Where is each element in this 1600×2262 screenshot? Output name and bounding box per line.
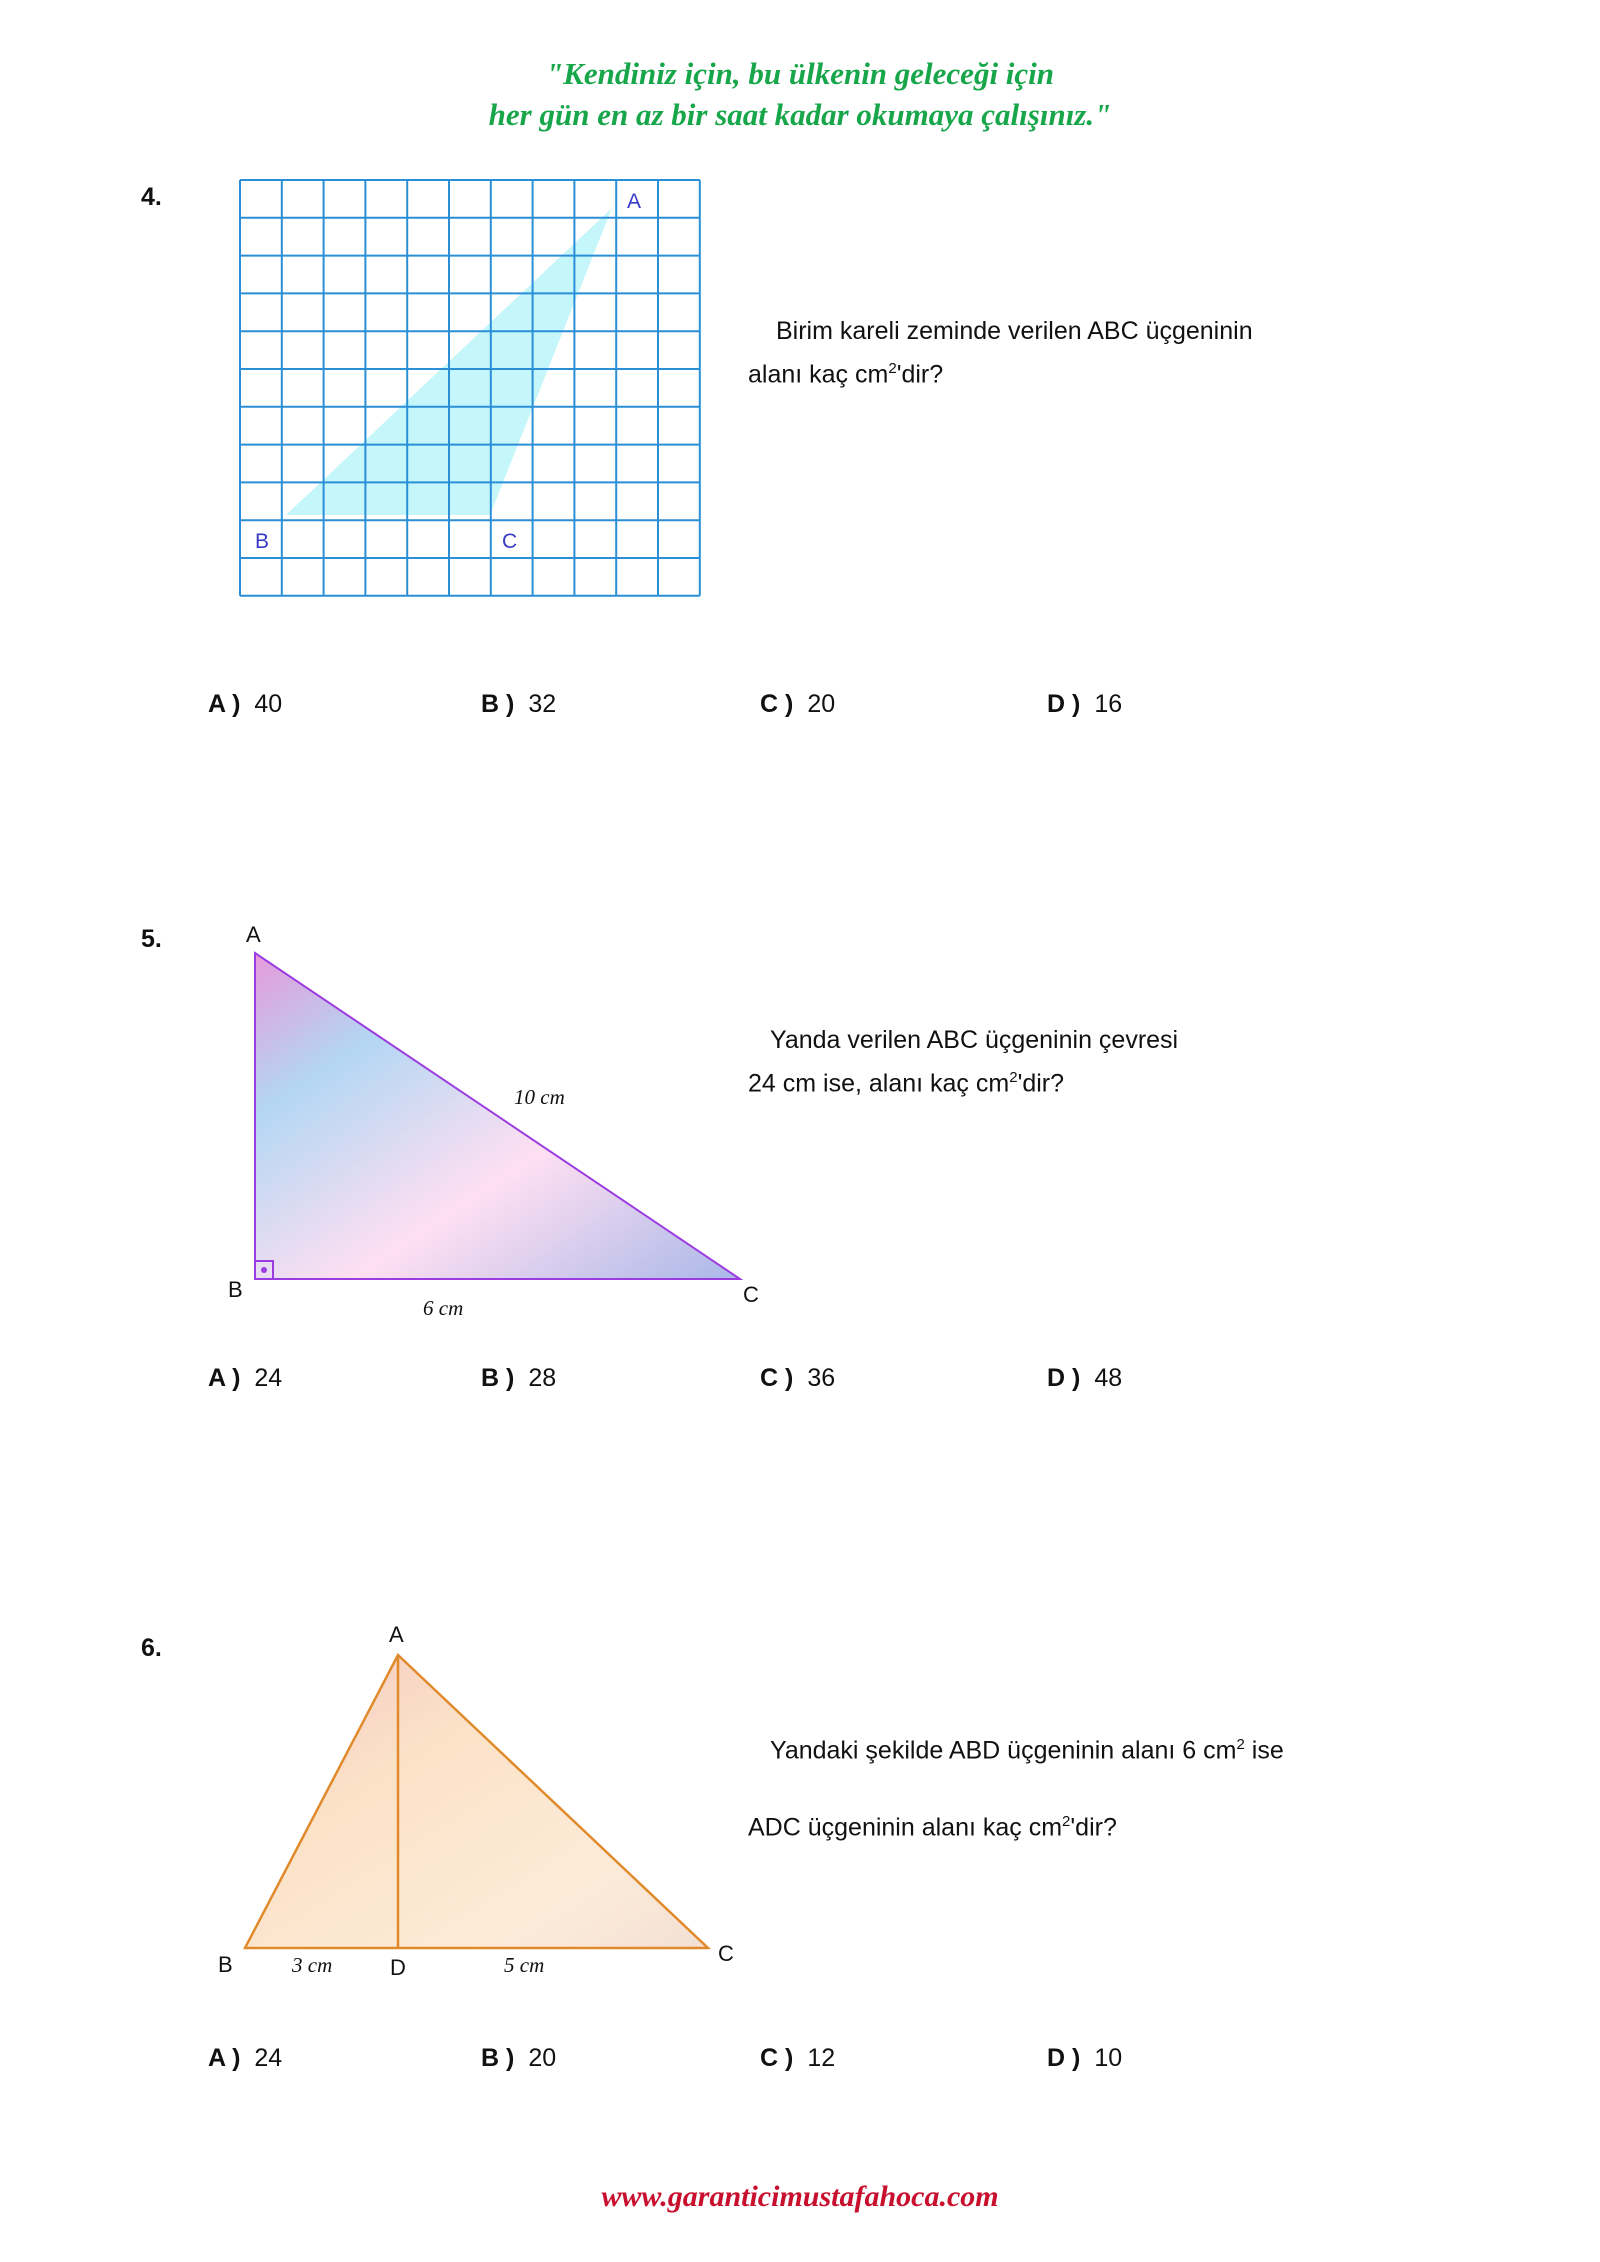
question-4-text — [748, 312, 1253, 393]
option-value: 36 — [807, 1364, 836, 1392]
question-6-line-2-pre: ADC üçgeninin alanı kaç cm — [748, 1813, 1063, 1842]
option-value: 40 — [254, 690, 283, 718]
question-5-line-2-pre: 24 cm ise, alanı kaç cm — [748, 1069, 1010, 1098]
question-4-option-a[interactable] — [208, 690, 282, 719]
question-5-line-2-post: 'dir? — [1017, 1069, 1065, 1098]
question-4-line-1: Birim kareli zeminde verilen ABC üçgeninin — [776, 317, 1253, 345]
question-6-option-d[interactable] — [1047, 2044, 1122, 2073]
superscript-2: 2 — [1236, 1736, 1245, 1753]
vertex-b-label: B — [255, 530, 270, 553]
option-value: 10 — [1094, 2044, 1123, 2072]
question-4-line-2-pre: alanı kaç cm — [748, 360, 889, 389]
motto-line-2: her gün en az bir saat kadar okumaya çalışınız." — [488, 97, 1112, 132]
question-6-number: 6. — [141, 1634, 162, 1662]
vertex-c-label: C — [502, 530, 518, 553]
question-6-line-2 — [748, 1803, 1284, 1846]
footer-website-link[interactable]: www.garanticimustafahoca.com — [601, 2180, 999, 2213]
option-label: C ) — [760, 690, 794, 718]
question-5-option-a[interactable] — [208, 1364, 282, 1393]
vertex-b-label: B — [218, 1952, 233, 1977]
option-value: 48 — [1094, 1364, 1123, 1392]
option-label: B ) — [481, 690, 515, 718]
question-4-number: 4. — [141, 183, 162, 211]
base-length: 6 cm — [423, 1296, 464, 1320]
question-6-line-1-pre: Yandaki şekilde ABD üçgeninin alanı 6 cm — [770, 1736, 1237, 1765]
right-angle-dot — [261, 1267, 267, 1273]
option-label: C ) — [760, 1364, 794, 1392]
question-6-text — [748, 1726, 1284, 1847]
question-6-triangle-figure — [200, 1615, 760, 1995]
option-value: 28 — [528, 1364, 557, 1392]
segment-bd-length: 3 cm — [292, 1953, 333, 1977]
question-6-line-1 — [748, 1726, 1284, 1769]
superscript-2: 2 — [1009, 1069, 1018, 1086]
superscript-2: 2 — [1062, 1813, 1071, 1831]
question-5-line-2 — [748, 1059, 1178, 1102]
option-value: 20 — [528, 2044, 557, 2072]
option-value: 24 — [254, 2044, 283, 2072]
question-5-number: 5. — [141, 925, 162, 953]
vertex-c-label: C — [743, 1282, 759, 1307]
segment-dc-length: 5 cm — [504, 1953, 545, 1977]
question-5-triangle-figure — [220, 915, 780, 1335]
option-value: 12 — [807, 2044, 836, 2072]
superscript-2: 2 — [888, 360, 897, 377]
question-6-line-1-post: ise — [1244, 1736, 1284, 1765]
option-label: D ) — [1047, 1364, 1081, 1392]
option-label: A ) — [208, 1364, 241, 1392]
option-label: A ) — [208, 2044, 241, 2072]
option-label: D ) — [1047, 2044, 1081, 2072]
option-value: 32 — [528, 690, 557, 718]
question-4-option-d[interactable] — [1047, 690, 1122, 719]
vertex-a-label: A — [389, 1622, 404, 1647]
question-4-line-2 — [748, 350, 1253, 393]
option-value: 24 — [254, 1364, 283, 1392]
question-5-text — [748, 1021, 1178, 1102]
question-4-option-c[interactable] — [760, 690, 835, 719]
option-label: B ) — [481, 1364, 515, 1392]
vertex-c-label: C — [718, 1941, 734, 1966]
option-label: B ) — [481, 2044, 515, 2072]
question-5-option-b[interactable] — [481, 1364, 556, 1393]
question-4-line-2-post: 'dir? — [896, 360, 944, 389]
question-5-line-1: Yanda verilen ABC üçgeninin çevresi — [770, 1026, 1179, 1054]
vertex-a-label: A — [627, 190, 642, 213]
option-value: 16 — [1094, 690, 1123, 718]
question-6-line-2-post: 'dir? — [1070, 1813, 1117, 1842]
question-5-option-d[interactable] — [1047, 1364, 1122, 1393]
question-4-grid-figure — [230, 170, 710, 610]
option-label: A ) — [208, 690, 241, 718]
option-label: D ) — [1047, 690, 1081, 718]
vertex-a-label: A — [246, 922, 261, 947]
vertex-d-label: D — [390, 1955, 406, 1980]
question-5-option-c[interactable] — [760, 1364, 835, 1393]
triangle-abc — [255, 953, 740, 1279]
question-6-option-a[interactable] — [208, 2044, 282, 2073]
option-label: C ) — [760, 2044, 794, 2072]
triangle-abc — [245, 1655, 708, 1948]
motto-line-1: "Kendiniz için, bu ülkenin geleceği için — [545, 56, 1055, 91]
hypotenuse-length: 10 cm — [514, 1085, 565, 1109]
question-6-option-c[interactable] — [760, 2044, 835, 2073]
question-6-option-b[interactable] — [481, 2044, 556, 2073]
option-value: 20 — [807, 690, 836, 718]
vertex-b-label: B — [228, 1277, 243, 1302]
question-4-option-b[interactable] — [481, 690, 556, 719]
